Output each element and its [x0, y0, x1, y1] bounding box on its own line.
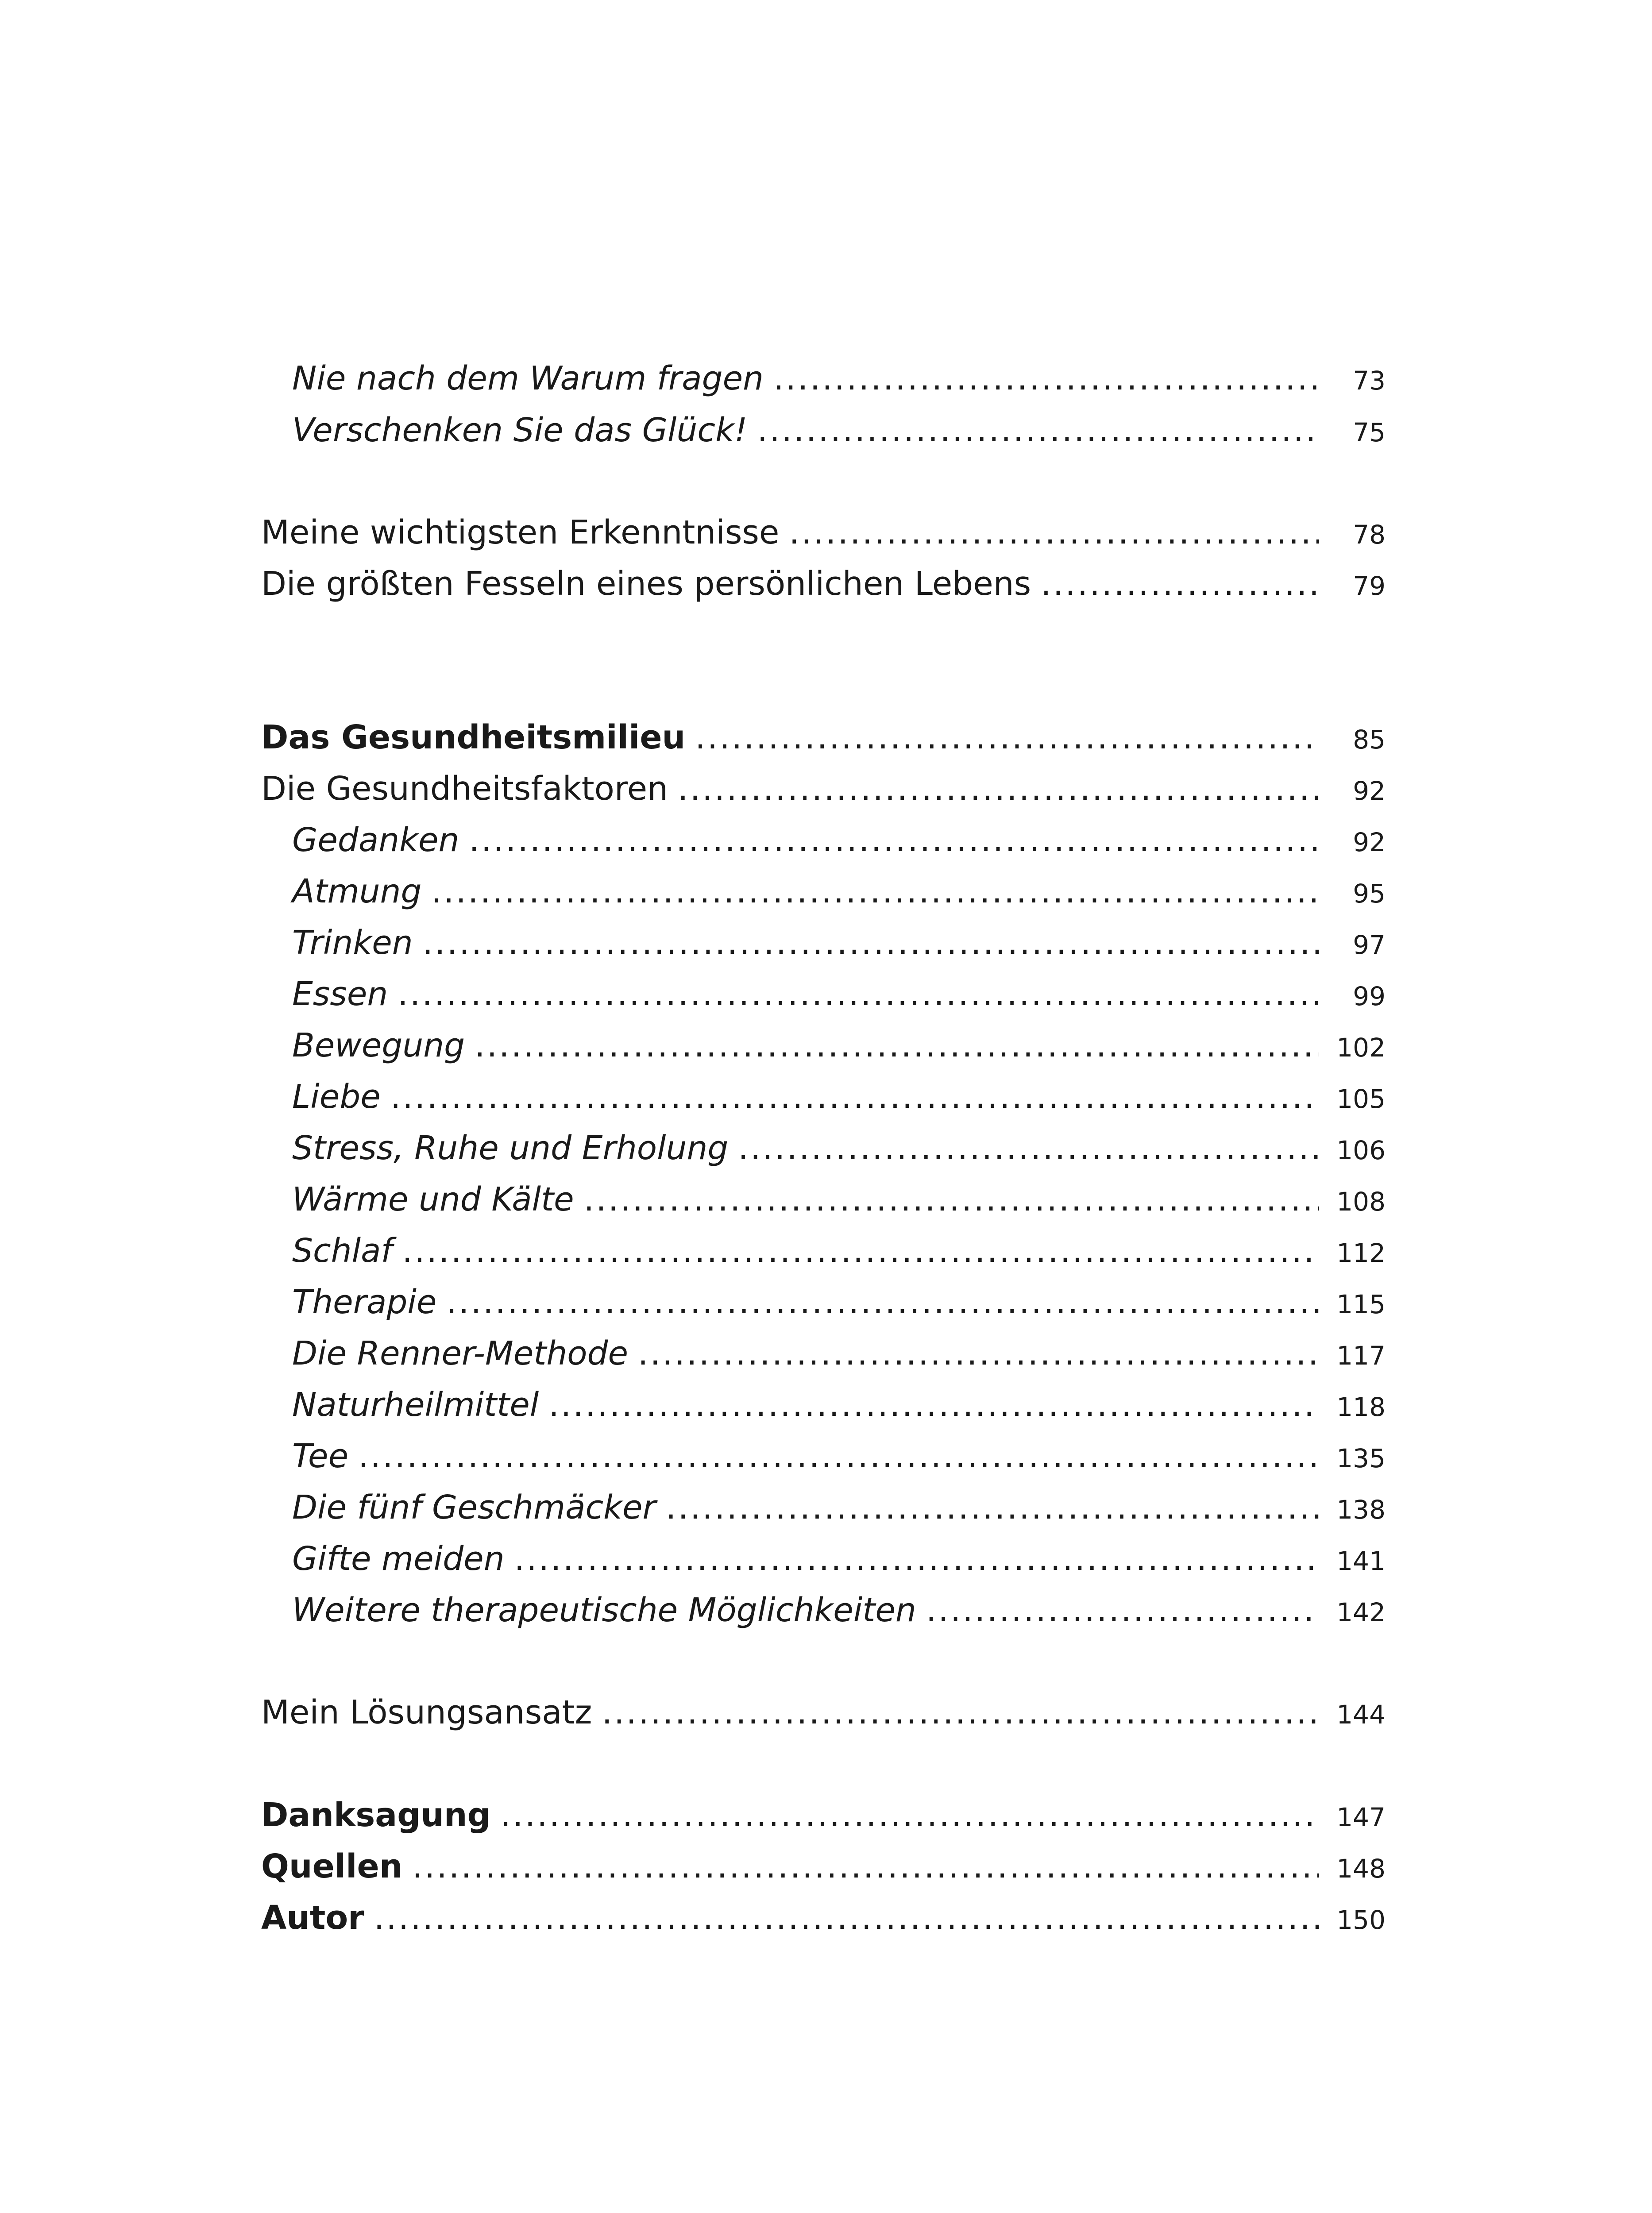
toc-page-number: 92 [1353, 827, 1386, 857]
toc-entry-title: Liebe [292, 1078, 381, 1116]
toc-entry-title: Das Gesundheitsmilieu [261, 718, 686, 756]
toc-dot-leader [584, 1177, 1319, 1222]
toc-dot-leader [548, 1383, 1319, 1427]
toc-entry-title: Autor [261, 1899, 364, 1937]
toc-entry [292, 408, 1386, 452]
toc-entry [261, 1690, 1386, 1735]
toc-entry [292, 818, 1386, 862]
toc-page-number: 148 [1336, 1854, 1386, 1884]
toc-entry [292, 1331, 1386, 1376]
toc-entry [292, 1434, 1386, 1478]
toc-entry-title: Weitere therapeutische Möglichkeiten [292, 1591, 916, 1629]
toc-entry-title: Mein Lösungsansatz [261, 1693, 592, 1731]
toc-entry-title: Wärme und Kälte [292, 1180, 574, 1218]
toc-page-number: 92 [1353, 776, 1386, 806]
toc-page-number: 97 [1353, 930, 1386, 960]
toc-dot-leader [638, 1331, 1319, 1376]
toc-page-number: 95 [1353, 879, 1386, 909]
toc-entry-title: Die Gesundheitsfaktoren [261, 770, 668, 808]
toc-entry-title: Tee [292, 1437, 349, 1475]
toc-entry [292, 1075, 1386, 1119]
toc-page-number: 99 [1353, 981, 1386, 1011]
toc-page-number: 117 [1336, 1341, 1386, 1371]
toc-page-number: 141 [1336, 1546, 1386, 1576]
toc-dot-leader [358, 1434, 1319, 1478]
toc-dot-leader [412, 1844, 1319, 1889]
toc-entry [292, 1229, 1386, 1273]
toc-dot-leader [402, 1229, 1319, 1273]
toc-entry-title: Essen [292, 975, 388, 1013]
toc-page-number: 75 [1353, 417, 1386, 447]
toc-entry [292, 1177, 1386, 1222]
toc-dot-leader [666, 1485, 1319, 1530]
toc-entry [261, 715, 1386, 760]
toc-entry-title: Die größten Fesseln eines persönlichen Lebens [261, 565, 1031, 603]
toc-page-number: 118 [1336, 1392, 1386, 1422]
toc-dot-leader [398, 972, 1319, 1016]
toc-entry [292, 1126, 1386, 1170]
toc-page-number: 105 [1336, 1084, 1386, 1114]
toc-dot-leader [446, 1280, 1319, 1324]
toc-page-number: 78 [1353, 520, 1386, 550]
toc-entry-title: Danksagung [261, 1796, 491, 1834]
toc-page-number: 79 [1353, 571, 1386, 601]
toc-dot-leader [678, 767, 1319, 811]
toc-entry [292, 1023, 1386, 1068]
toc-page-number: 112 [1336, 1238, 1386, 1268]
toc-page-number: 135 [1336, 1443, 1386, 1473]
toc-entry [261, 767, 1386, 811]
toc-dot-leader [773, 356, 1319, 401]
toc-page-number: 144 [1336, 1700, 1386, 1730]
toc-entry [292, 972, 1386, 1016]
toc-page-number: 115 [1336, 1289, 1386, 1319]
toc-dot-leader [374, 1896, 1319, 1940]
toc-entry-title: Nie nach dem Warum fragen [292, 359, 764, 397]
toc-page-number: 142 [1336, 1597, 1386, 1627]
toc-entry [261, 1896, 1386, 1940]
toc-entry [292, 356, 1386, 401]
toc-entry-title: Trinken [292, 924, 413, 962]
toc-entry [292, 1485, 1386, 1530]
toc-entry [261, 510, 1386, 555]
toc-page-number: 106 [1336, 1135, 1386, 1165]
toc-dot-leader [390, 1075, 1319, 1119]
toc-entry-title: Naturheilmittel [292, 1386, 539, 1424]
toc-entry-title: Bewegung [292, 1026, 465, 1064]
toc-page-number: 73 [1353, 366, 1386, 396]
toc-dot-leader [602, 1690, 1319, 1735]
toc-dot-leader [789, 510, 1319, 555]
toc-page-number: 150 [1336, 1905, 1386, 1935]
toc-entry-title: Die fünf Geschmäcker [292, 1488, 656, 1527]
toc-entry-title: Stress, Ruhe und Erholung [292, 1129, 729, 1167]
toc-page-number: 102 [1336, 1033, 1386, 1063]
toc-entry-title: Atmung [292, 872, 422, 910]
toc-page-number: 85 [1353, 725, 1386, 755]
toc-entry-title: Gifte meiden [292, 1540, 505, 1578]
toc-dot-leader [475, 1023, 1319, 1068]
toc-entry-title: Quellen [261, 1847, 403, 1885]
toc-entry-title: Schlaf [292, 1232, 393, 1270]
toc-entry [261, 1844, 1386, 1889]
toc-dot-leader [469, 818, 1319, 862]
toc-dot-leader [432, 869, 1320, 914]
toc-entry-title: Therapie [292, 1283, 437, 1321]
toc-entry [292, 921, 1386, 965]
toc-dot-leader [1041, 562, 1319, 606]
toc-entry [292, 869, 1386, 914]
toc-entry-title: Verschenken Sie das Glück! [292, 411, 748, 449]
toc-dot-leader [738, 1126, 1319, 1170]
toc-dot-leader [926, 1588, 1319, 1632]
toc-entry-title: Die Renner-Methode [292, 1334, 629, 1373]
toc-entry [261, 1793, 1386, 1837]
toc-entry [292, 1383, 1386, 1427]
toc-entry [292, 1588, 1386, 1632]
toc-entry [292, 1280, 1386, 1324]
toc-page-number: 138 [1336, 1495, 1386, 1525]
toc-entry [292, 1537, 1386, 1581]
toc-page-number: 147 [1336, 1802, 1386, 1832]
toc-dot-leader [514, 1537, 1319, 1581]
toc-entry-title: Gedanken [292, 821, 459, 859]
toc-entry-title: Meine wichtigsten Erkenntnisse [261, 513, 780, 551]
toc-entry [261, 562, 1386, 606]
toc-page-number: 108 [1336, 1187, 1386, 1217]
toc-dot-leader [695, 715, 1319, 760]
toc-dot-leader [501, 1793, 1319, 1837]
toc-dot-leader [757, 408, 1319, 452]
toc-dot-leader [423, 921, 1319, 965]
